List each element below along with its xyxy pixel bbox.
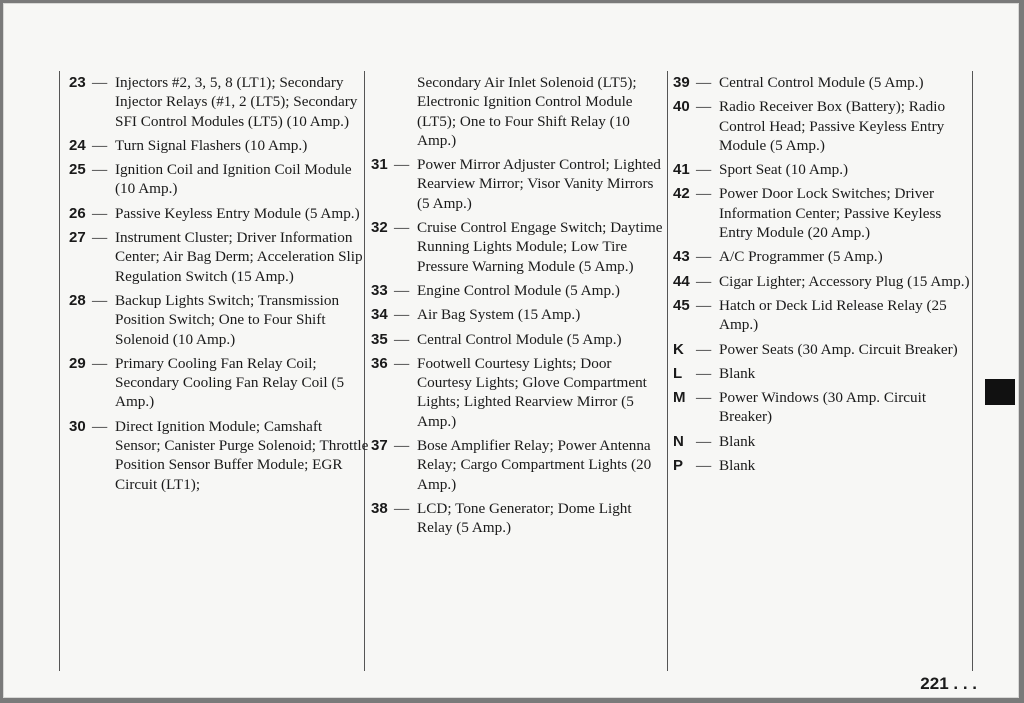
fuse-description: Blank — [719, 432, 756, 450]
dash: — — [696, 364, 712, 382]
fuse-number: 33 — [371, 281, 388, 299]
fuse-entry — [371, 155, 669, 213]
dash: — — [696, 272, 712, 290]
fuse-number: 40 — [673, 98, 690, 116]
fuse-description: Radio Receiver Box (Battery); Radio Control Head; Passive Keyless Entry Module (5 Amp.) — [719, 98, 946, 154]
fuse-entry — [371, 354, 669, 431]
dash: — — [394, 156, 410, 174]
dash: — — [394, 437, 410, 455]
fuse-description: Footwell Courtesy Lights; Door Courtesy Lights; Glove Compartment Lights; Lighted Rearview Mirror (5 Amp.) — [417, 354, 647, 430]
fuse-number: 29 — [69, 354, 86, 372]
fuse-description: Backup Lights Switch; Transmission Position Switch; One to Four Shift Solenoid (10 Amp.) — [115, 291, 340, 348]
dash: — — [696, 248, 712, 266]
fuse-description: Blank — [719, 364, 756, 382]
fuse-description: Primary Cooling Fan Relay Coil; Secondary Cooling Fan Relay Coil (5 Amp.) — [115, 354, 345, 411]
fuse-description: Secondary Air Inlet Solenoid (LT5); Electronic Ignition Control Module (LT5); One to Four Shift Relay (10 Amp.) — [417, 74, 637, 149]
fuse-entry — [673, 247, 973, 266]
dash: — — [696, 161, 712, 179]
dash: — — [394, 306, 410, 324]
fuse-entry — [673, 73, 973, 92]
dash: — — [92, 161, 108, 179]
fuse-entry — [673, 296, 973, 335]
fuse-description: Air Bag System (15 Amp.) — [417, 306, 581, 324]
fuse-description: Central Control Module (5 Amp.) — [719, 74, 924, 91]
fuse-number: P — [673, 457, 684, 475]
fuse-entry — [371, 218, 669, 276]
fuse-entry — [673, 97, 973, 155]
fuse-column-2 — [371, 73, 669, 668]
dash: — — [696, 340, 712, 358]
fuse-number: 43 — [673, 248, 690, 266]
fuse-description: Power Mirror Adjuster Control; Lighted Rearview Mirror; Visor Vanity Mirrors (5 Amp.) — [417, 156, 661, 212]
fuse-number: K — [673, 340, 684, 358]
fuse-description: Turn Signal Flashers (10 Amp.) — [115, 136, 308, 154]
dash: — — [92, 136, 108, 154]
fuse-description: Central Control Module (5 Amp.) — [417, 330, 622, 348]
fuse-description: Power Windows (30 Amp. Circuit Breaker) — [719, 389, 927, 426]
fuse-number: 35 — [371, 330, 388, 348]
fuse-description: Power Seats (30 Amp. Circuit Breaker) — [719, 340, 958, 358]
fuse-number: 30 — [69, 417, 86, 435]
fuse-description: Direct Ignition Module; Camshaft Sensor; Canister Purge Solenoid; Throttle Position Sensor Buffer Module; EGR Circuit (LT1); — [115, 417, 369, 493]
fuse-column-3 — [673, 73, 973, 668]
dash: — — [92, 354, 108, 372]
fuse-entry — [673, 364, 973, 383]
dash: — — [696, 185, 712, 203]
fuse-entry — [371, 305, 669, 324]
fuse-entry — [69, 354, 369, 412]
fuse-description: Power Door Lock Switches; Driver Information Center; Passive Keyless Entry Module (20 Amp.) — [719, 185, 942, 242]
dash: — — [394, 330, 410, 348]
fuse-description: Injectors #2, 3, 5, 8 (LT1); Secondary Injector Relays (#1, 2 (LT5); Secondary SFI Control Modules (LT5) (10 Amp.) — [115, 74, 358, 130]
fuse-number: 34 — [371, 306, 388, 324]
fuse-entry — [69, 228, 369, 286]
dash: — — [92, 204, 108, 222]
dash: — — [92, 229, 108, 247]
fuse-number: 41 — [673, 161, 690, 179]
dash: — — [696, 457, 712, 475]
left-margin-rule — [59, 71, 60, 671]
fuse-description: Passive Keyless Entry Module (5 Amp.) — [115, 204, 360, 222]
fuse-description: Sport Seat (10 Amp.) — [719, 161, 849, 179]
fuse-entry-continued — [371, 73, 669, 150]
fuse-number: 42 — [673, 185, 690, 203]
fuse-number: 24 — [69, 136, 86, 154]
fuse-entry — [673, 160, 973, 179]
fuse-entry — [673, 184, 973, 242]
dash: — — [394, 354, 410, 372]
dash: — — [394, 281, 410, 299]
fuse-number: 23 — [69, 74, 86, 91]
fuse-number: L — [673, 364, 683, 382]
dash: — — [92, 74, 108, 91]
dash: — — [92, 291, 108, 309]
fuse-description: Instrument Cluster; Driver Information Center; Air Bag Derm; Acceleration Slip Regulation Switch (15 Amp.) — [115, 229, 363, 285]
dash: — — [394, 219, 410, 237]
fuse-entry — [673, 388, 973, 427]
fuse-entry — [69, 73, 369, 131]
fuse-description: A/C Programmer (5 Amp.) — [719, 248, 883, 266]
fuse-number: 31 — [371, 156, 388, 174]
fuse-description: Engine Control Module (5 Amp.) — [417, 281, 620, 299]
dash: — — [696, 98, 712, 116]
page-number: 221 . . . — [920, 674, 977, 693]
fuse-number: 44 — [673, 272, 690, 290]
fuse-number: M — [673, 389, 686, 407]
dash: — — [92, 417, 108, 435]
fuse-description: Hatch or Deck Lid Release Relay (25 Amp.) — [719, 296, 947, 334]
section-tab-marker — [985, 379, 1015, 405]
fuse-number: 36 — [371, 354, 388, 372]
fuse-entry — [673, 272, 973, 291]
fuse-number: 27 — [69, 229, 86, 247]
fuse-description: Ignition Coil and Ignition Coil Module (10 Amp.) — [115, 161, 352, 198]
fuse-entry — [371, 499, 669, 538]
fuse-number: 45 — [673, 296, 690, 314]
fuse-entry — [673, 340, 973, 359]
dash: — — [696, 389, 712, 407]
fuse-description: Cigar Lighter; Accessory Plug (15 Amp.) — [719, 272, 970, 290]
fuse-description: LCD; Tone Generator; Dome Light Relay (5 Amp.) — [417, 499, 632, 537]
dash: — — [394, 499, 410, 517]
fuse-entry — [69, 291, 369, 349]
dash: — — [696, 432, 712, 450]
fuse-description: Bose Amplifier Relay; Power Antenna Relay; Cargo Compartment Lights (20 Amp.) — [417, 437, 652, 493]
dash: — — [696, 74, 712, 91]
fuse-entry — [673, 456, 973, 475]
fuse-entry — [371, 330, 669, 349]
fuse-number: 28 — [69, 291, 86, 309]
fuse-entry — [673, 432, 973, 451]
fuse-entry — [371, 281, 669, 300]
dash: — — [696, 296, 712, 314]
fuse-number: 37 — [371, 437, 388, 455]
fuse-number: 38 — [371, 499, 388, 517]
fuse-entry — [69, 136, 369, 155]
fuse-number: 26 — [69, 204, 86, 222]
manual-page — [3, 3, 1019, 698]
fuse-number: 39 — [673, 74, 690, 91]
fuse-description: Blank — [719, 457, 756, 475]
fuse-column-1 — [69, 73, 369, 668]
fuse-number: 32 — [371, 219, 388, 237]
fuse-number: N — [673, 432, 684, 450]
fuse-number: 25 — [69, 161, 86, 179]
fuse-entry — [69, 160, 369, 199]
fuse-entry — [69, 204, 369, 223]
fuse-entry — [371, 436, 669, 494]
fuse-entry — [69, 417, 369, 494]
fuse-description: Cruise Control Engage Switch; Daytime Running Lights Module; Low Tire Pressure Warning Module (5 Amp.) — [417, 219, 663, 275]
